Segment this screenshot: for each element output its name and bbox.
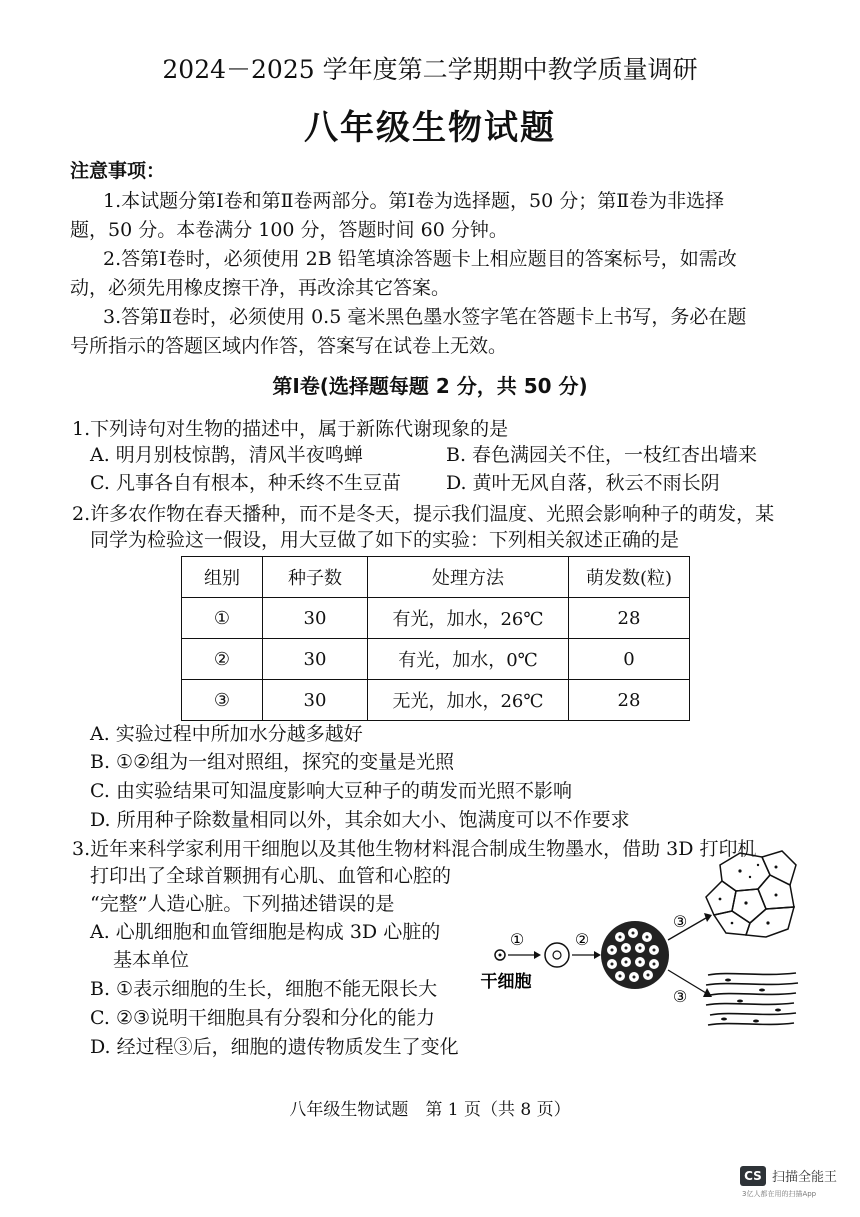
grown-cell-icon (545, 943, 569, 967)
exam-title: 2024－2025 学年度第二学期期中教学质量调研 (162, 55, 698, 84)
question-stem: 打印出了全球首颗拥有心肌、血管和心腔的 (90, 865, 452, 887)
table-row (182, 598, 690, 639)
option-c: C. ②③说明干细胞具有分裂和分化的能力 (90, 1007, 436, 1029)
step-1-label: ① (509, 930, 525, 949)
option-c: C. 由实验结果可知温度影响大豆种子的萌发而光照不影响 (90, 780, 572, 802)
table-cell: ③ (182, 680, 263, 721)
table-cell: 30 (263, 680, 368, 721)
question-stem: 3.近年来科学家利用干细胞以及其他生物材料混合制成生物墨水，借助 3D 打印机 (72, 838, 757, 860)
option-d: D. 黄叶无风自落，秋云不雨长阴 (446, 472, 720, 494)
table-cell: 30 (263, 639, 368, 680)
section-title: 第Ⅰ卷(选择题每题 2 分，共 50 分) (272, 374, 588, 398)
option-b: B. ①表示细胞的生长，细胞不能无限长大 (90, 978, 438, 1000)
question-stem: “完整”人造心脏。下列描述错误的是 (90, 893, 395, 915)
question-stem: 2.许多农作物在春天播种，而不是冬天，提示我们温度、光照会影响种子的萌发，某 (72, 503, 775, 525)
option-b: B. 春色满园关不住，一枝红杏出墙来 (446, 444, 758, 466)
step-3b-label: ③ (672, 987, 688, 1006)
table-row (182, 680, 690, 721)
notice-heading: 注意事项： (70, 160, 166, 182)
option-a: A. 明月别枝惊鹊，清风半夜鸣蝉 (90, 444, 363, 466)
stem-cell-label: 干细胞 (480, 972, 532, 992)
question-stem: 同学为检验这一假设，用大豆做了如下的实验：下列相关叙述正确的是 (90, 529, 680, 551)
experiment-table (181, 556, 690, 721)
table-cell: 30 (263, 598, 368, 639)
table-header: 萌发数(粒) (569, 557, 690, 598)
subject-title: 八年级生物试题 (304, 108, 556, 148)
notice-line: 1.本试题分第Ⅰ卷和第Ⅱ卷两部分。第Ⅰ卷为选择题，50 分；第Ⅱ卷为非选择 (103, 190, 725, 212)
notice-line: 动，必须先用橡皮擦干净，再改涂其它答案。 (70, 277, 451, 299)
option-b: B. ①②组为一组对照组，探究的变量是光照 (90, 751, 455, 773)
scanner-app-name: 扫描全能王 (772, 1170, 838, 1185)
cardiac-tissue-icon (706, 851, 796, 937)
scanner-logo-icon: CS (740, 1166, 766, 1186)
table-row (182, 639, 690, 680)
table-cell: 0 (569, 639, 690, 680)
notice-line: 2.答第Ⅰ卷时，必须使用 2B 铅笔填涂答题卡上相应题目的答案标号，如需改 (103, 248, 737, 270)
page-footer: 八年级生物试题 第 1 页（共 8 页） (289, 1100, 571, 1120)
table-cell: 28 (569, 680, 690, 721)
notice-line: 3.答第Ⅱ卷时，必须使用 0.5 毫米黑色墨水签字笔在答题卡上书写，务必在题 (103, 306, 747, 328)
muscle-fiber-tissue-icon (706, 973, 798, 1025)
table-cell: 无光，加水，26℃ (368, 680, 569, 721)
notice-line: 号所指示的答题区域内作答，答案写在试卷上无效。 (70, 335, 508, 357)
table-cell: 有光，加水，0℃ (368, 639, 569, 680)
option-d: D. 经过程③后，细胞的遗传物质发生了变化 (90, 1036, 459, 1058)
notice-line: 题，50 分。本卷满分 100 分，答题时间 60 分钟。 (70, 219, 508, 241)
option-a-continued: 基本单位 (113, 949, 190, 971)
scanner-app-tagline: 3亿人都在用的扫描App (742, 1190, 817, 1198)
table-cell: ② (182, 639, 263, 680)
step-2-label: ② (574, 930, 590, 949)
question-stem: 1.下列诗句对生物的描述中，属于新陈代谢现象的是 (72, 418, 509, 440)
table-cell: 有光，加水，26℃ (368, 598, 569, 639)
option-a: A. 心肌细胞和血管细胞是构成 3D 心脏的 (90, 921, 441, 943)
stem-cell-diagram (470, 845, 800, 1045)
table-cell: 28 (569, 598, 690, 639)
cell-cluster-icon (601, 921, 669, 989)
table-header: 种子数 (263, 557, 368, 598)
step-3a-label: ③ (672, 912, 688, 931)
table-header-row (182, 557, 690, 598)
option-a: A. 实验过程中所加水分越多越好 (90, 723, 363, 745)
option-c: C. 凡事各自有根本，种禾终不生豆苗 (90, 472, 401, 494)
table-header: 处理方法 (368, 557, 569, 598)
option-d: D. 所用种子除数量相同以外，其余如大小、饱满度可以不作要求 (90, 809, 630, 831)
table-header: 组别 (182, 557, 263, 598)
table-cell: ① (182, 598, 263, 639)
